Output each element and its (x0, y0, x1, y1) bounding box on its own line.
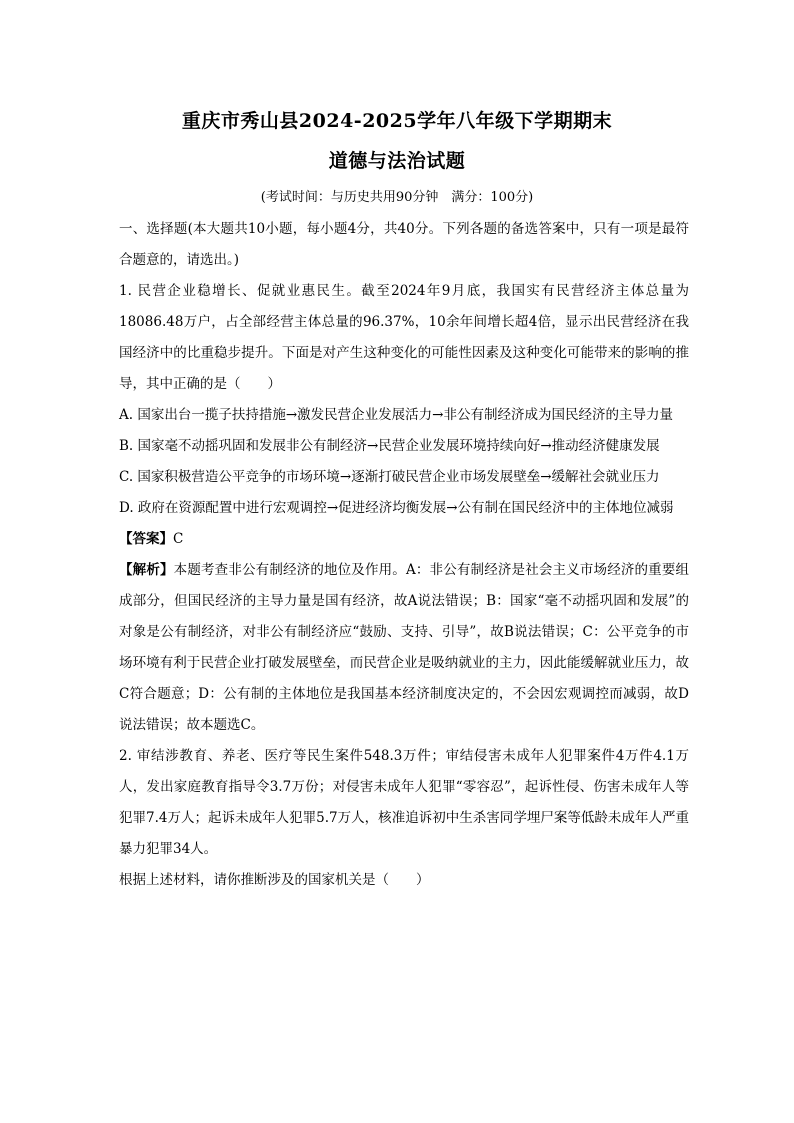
question-2 (119, 741, 689, 896)
exam-subject-title: 道德与法治试题 (328, 150, 466, 172)
analysis-text: 本题考查非公有制经济的地位及作用。A：非公有制经济是社会主义市场经济的重要组成部分，但国民经济的主导力量是国有经济，故A说法错误；B：国家“毫不动摇巩固和发展”的对象是公有制经济，对非公有制经济应“鼓励、支持、引导”，故B说法错误；C：公平竞争的市场环境有利于民营企业打破发展壁垒，而民营企业是吸纳就业的主力，因此能缓解就业压力，故C符合题意；D：公有制的主体地位是我国基本经济制度决定的，不会因宏观调控而减弱，故D说法错误；故本题选C。 (119, 562, 690, 733)
exam-title: 重庆市秀山县2024-2025学年八年级下学期期末 (181, 110, 613, 132)
answer-line (119, 524, 689, 555)
analysis-label: 【解析】 (119, 562, 174, 578)
option-a: A. 国家出台一揽子扶持措施→激发民营企业发展活力→非公有制经济成为国民经济的主导力量 (119, 407, 673, 423)
question-stem: 2. 审结涉教育、养老、医疗等民生案件548.3万件；审结侵害未成年人犯罪案件4万件4.1万人，发出家庭教育指导令3.7万份；对侵害未成年人犯罪“零容忍”，起诉性侵、伤害未成年人等犯罪7.4万人；起诉未成年人犯罪5.7万人，核准追诉初中生杀害同学埋尸案等低龄未成年人严重暴力犯罪34人。 (119, 748, 689, 857)
question-prompt: 根据上述材料，请你推断涉及的国家机关是（ ） (119, 872, 430, 888)
answer-value: C (173, 531, 184, 547)
option-c: C. 国家积极营造公平竞争的市场环境→逐渐打破民营企业市场发展壁垒→缓解社会就业压力 (119, 469, 660, 485)
question-stem: 1. 民营企业稳增长、促就业惠民生。截至2024年9月底，我国实有民营经济主体总量为18086.48万户，占全部经营主体总量的96.37%，10余年间增长超4倍，显示出民营经济在我国经济中的比重稳步提升。下面是对产生这种变化的可能性因素及这种变化可能带来的影响的推导，其中正确的是（ ） (119, 283, 689, 392)
option-d: D. 政府在资源配置中进行宏观调控→促进经济均衡发展→公有制在国民经济中的主体地位减弱 (119, 500, 674, 516)
exam-info: (考试时间：与历史共用90分钟 满分：100分) (260, 190, 534, 205)
answer-label: 【答案】 (119, 531, 173, 547)
question-1 (119, 276, 689, 741)
analysis-paragraph (119, 555, 689, 741)
exam-body (119, 214, 689, 896)
option-b: B. 国家毫不动摇巩固和发展非公有制经济→民营企业发展环境持续向好→推动经济健康发展 (119, 438, 660, 454)
section-instruction: 一、选择题(本大题共10小题，每小题4分，共40分。下列各题的备选答案中，只有一项是最符合题意的，请选出。) (119, 221, 689, 268)
